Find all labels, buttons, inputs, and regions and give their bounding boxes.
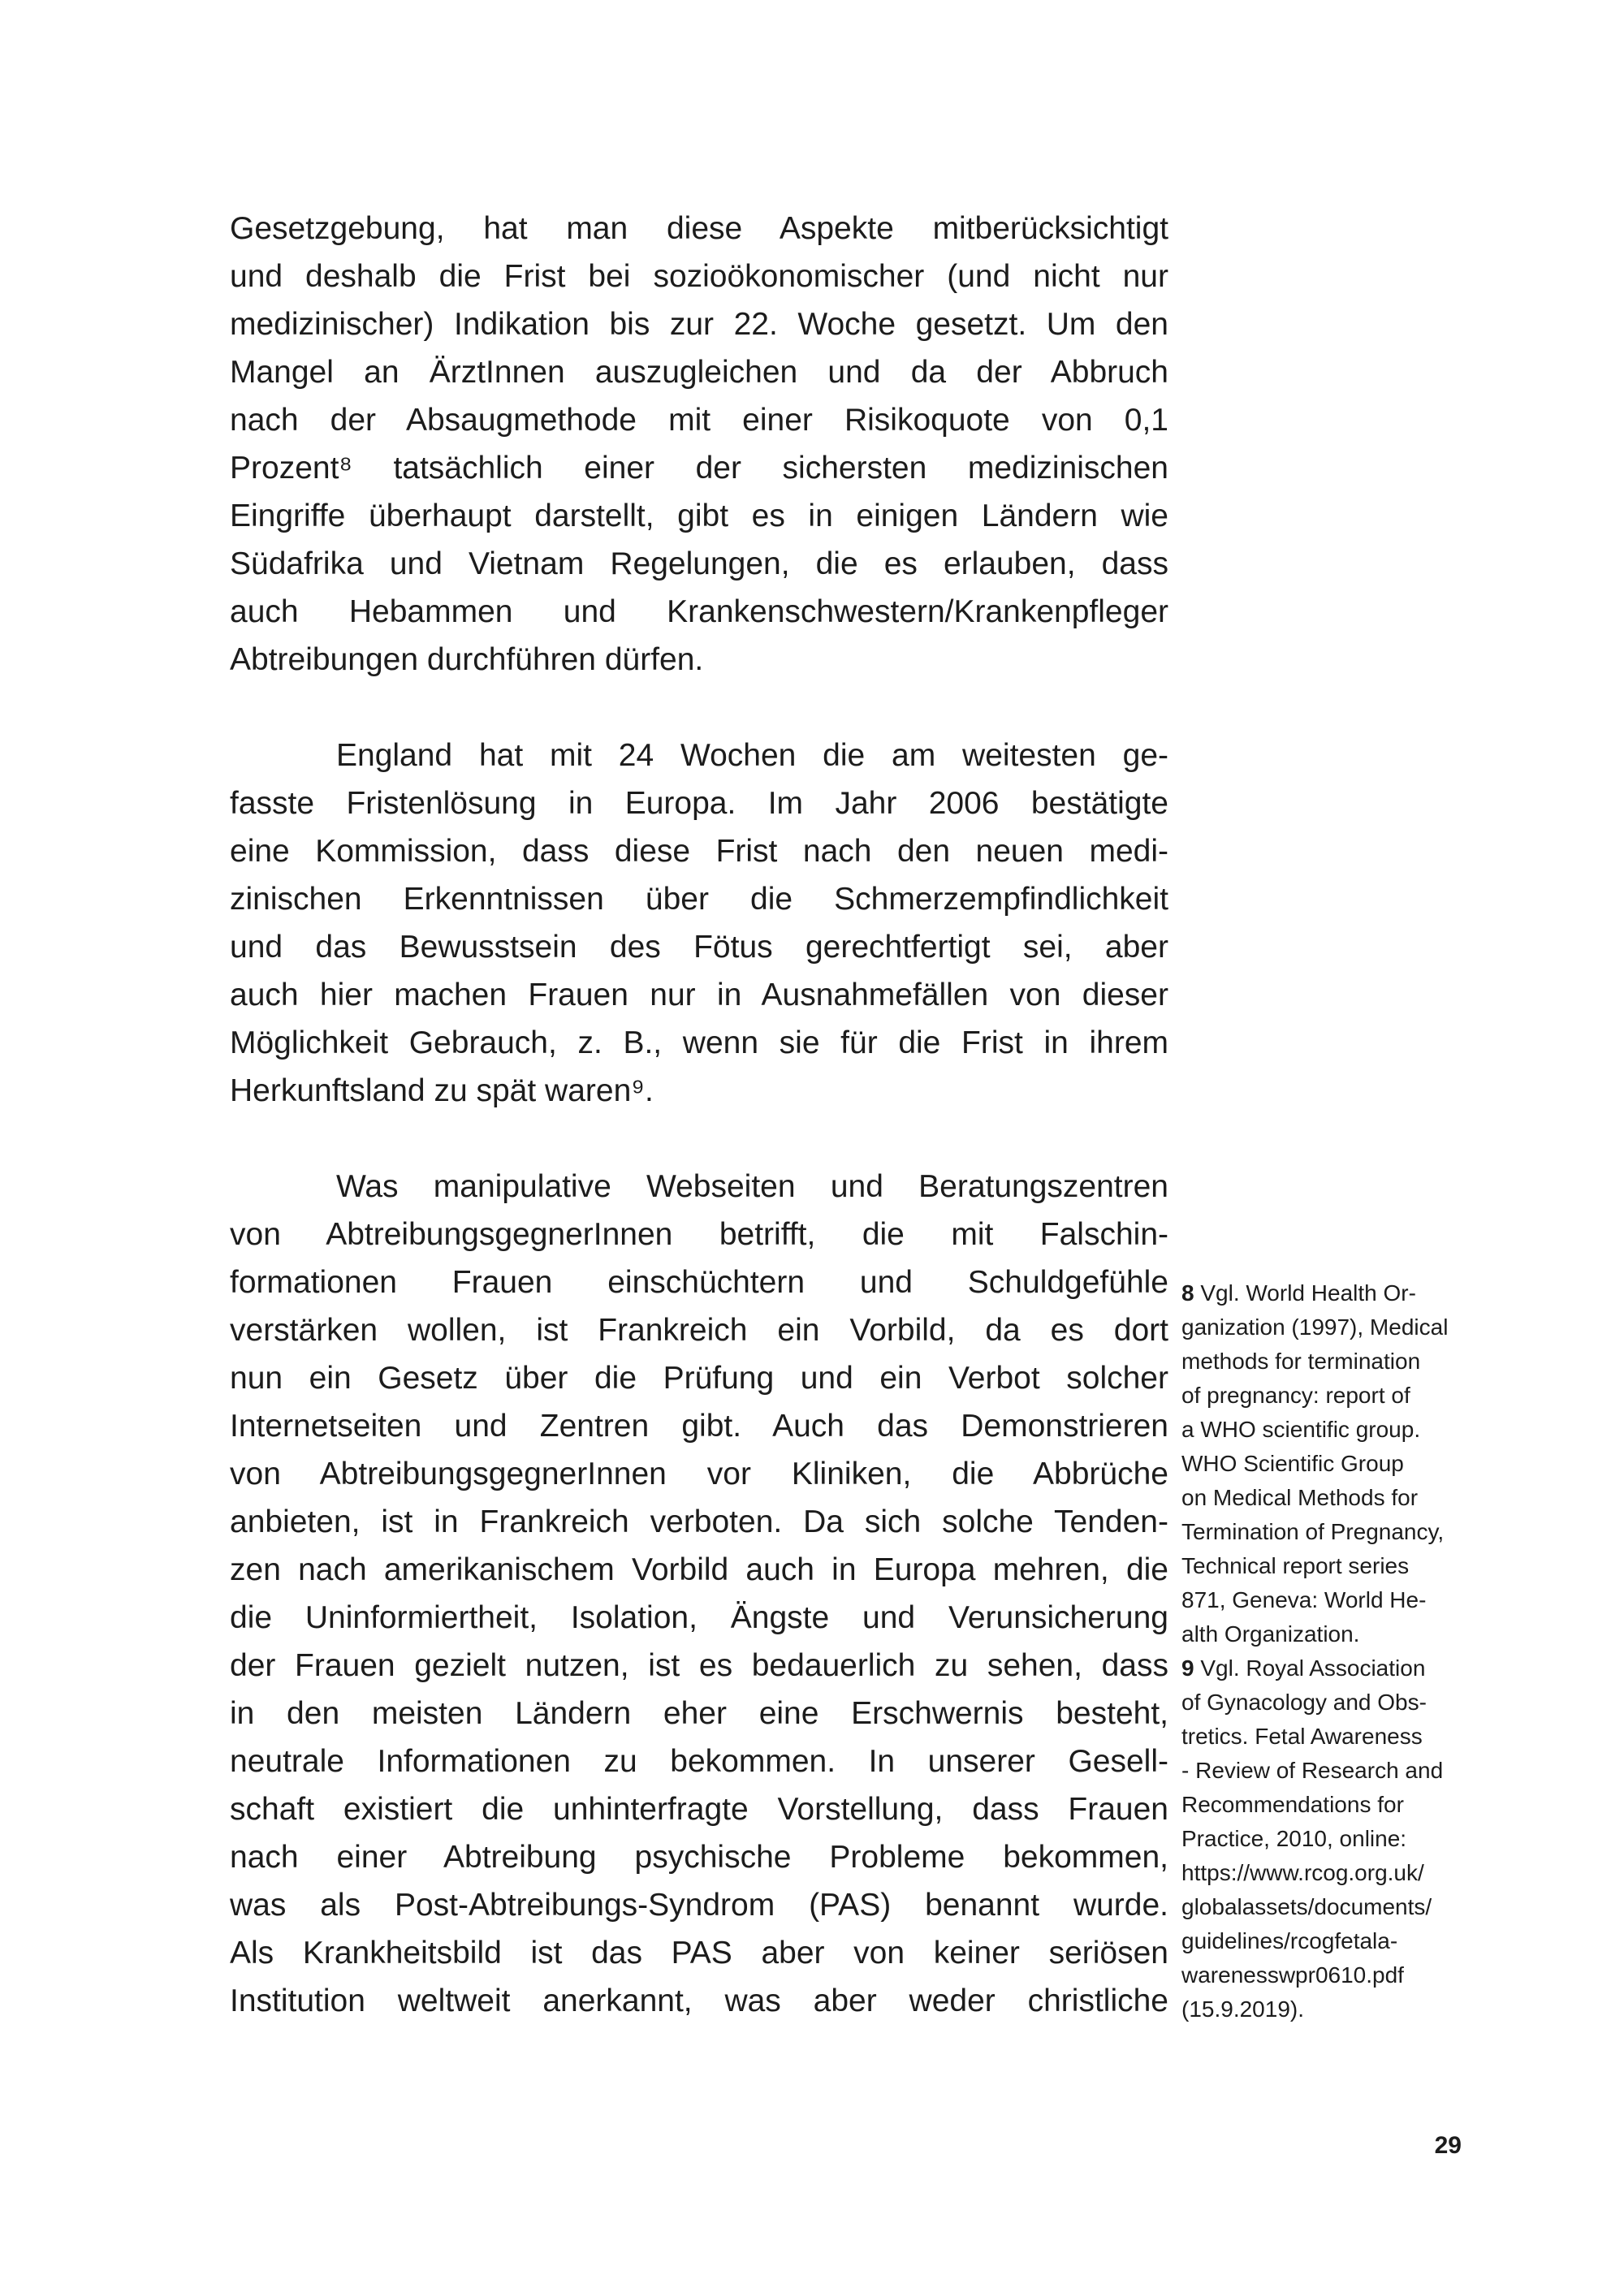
text-line: von AbtreibungsgegnerInnen betrifft, die mit Falschin- [230,1217,1168,1252]
text-line: in den meisten Ländern eher eine Erschwernis besteht, [230,1696,1168,1731]
text-line: neutrale Informationen zu bekommen. In unserer Gesell- [230,1744,1168,1779]
footnote-line: alth Organization. [1181,1621,1360,1647]
text-line: Als Krankheitsbild ist das PAS aber von keiner seriösen [230,1936,1168,1970]
footnote-line: ganization (1997), Medical [1181,1314,1449,1340]
text-line: verstärken wollen, ist Frankreich ein Vorbild, da es dort [230,1313,1168,1348]
footnote-line: https://www.rcog.org.uk/ [1181,1860,1424,1885]
text-line: anbieten, ist in Frankreich verboten. Da sich solche Tenden- [230,1504,1168,1539]
text-line: medizinischer) Indikation bis zur 22. Woche gesetzt. Um den [230,307,1168,342]
text-line: nach einer Abtreibung psychische Probleme bekommen, [230,1840,1168,1875]
footnote-number: 9 [1181,1655,1194,1681]
text-line: Gesetzgebung, hat man diese Aspekte mitberücksichtigt [230,211,1168,246]
text-line: von AbtreibungsgegnerInnen vor Kliniken, die Abbrüche [230,1457,1168,1491]
footnote-line: on Medical Methods for [1181,1485,1419,1510]
text-line: fasste Fristenlösung in Europa. Im Jahr 2006 bestätigte [230,786,1168,821]
footnote-line: 8 Vgl. World Health Or- [1181,1280,1416,1306]
text-line: Möglichkeit Gebrauch, z. B., wenn sie für die Frist in ihrem [230,1025,1168,1060]
text-line: Herkunftsland zu spät waren⁹. [230,1073,654,1108]
text-line: Prozent⁸ tatsächlich einer der sichersten medizinischen [230,451,1168,486]
footnote-line: a WHO scientific group. [1181,1417,1421,1442]
footnote-line: methods for termination [1181,1349,1421,1374]
text-line: Institution weltweit anerkannt, was aber weder christliche [230,1983,1168,2018]
footnote-line: Recommendations for [1181,1792,1404,1817]
footnote-line: globalassets/documents/ [1181,1894,1432,1919]
footnote-line: guidelines/rcogfetala- [1181,1928,1398,1953]
text-line: England hat mit 24 Wochen die am weitesten ge- [336,738,1168,773]
text-line: formationen Frauen einschüchtern und Schuldgefühle [230,1265,1168,1300]
paragraph-1 [230,205,1168,684]
footnote-line: of pregnancy: report of [1181,1383,1410,1408]
footnote-line: - Review of Research and [1181,1758,1444,1783]
footnote-line: tretics. Fetal Awareness [1181,1724,1423,1749]
footnote-line: Termination of Pregnancy, [1181,1519,1445,1544]
footnote-line: (15.9.2019). [1181,1996,1304,2022]
paragraph-3 [230,1163,1168,2025]
text-line: die Uninformiertheit, Isolation, Ängste und Verunsicherung [230,1600,1168,1635]
text-line: Mangel an ÄrztInnen auszugleichen und da der Abbruch [230,355,1168,390]
text-line: was als Post-Abtreibungs-Syndrom (PAS) benannt wurde. [230,1888,1168,1923]
text-line: Abtreibungen durchführen dürfen. [230,642,704,677]
footnote-8 [1181,1276,1502,1651]
text-line: Südafrika und Vietnam Regelungen, die es erlauben, dass [230,546,1168,581]
text-line: zen nach amerikanischem Vorbild auch in Europa mehren, die [230,1552,1168,1587]
footnote-9 [1181,1651,1502,2027]
footnote-line: Practice, 2010, online: [1181,1826,1407,1851]
text-line: schaft existiert die unhinterfragte Vorstellung, dass Frauen [230,1792,1168,1827]
text-line: Was manipulative Webseiten und Beratungszentren [336,1169,1168,1204]
text-line: Internetseiten und Zentren gibt. Auch das Demonstrieren [230,1409,1168,1444]
text-line: und deshalb die Frist bei sozioökonomischer (und nicht nur [230,259,1168,294]
page-number: 29 [1434,2132,1462,2159]
text-line: eine Kommission, dass diese Frist nach den neuen medi- [230,834,1168,869]
text-line: und das Bewusstsein des Fötus gerechtfertigt sei, aber [230,930,1168,965]
text-line: der Frauen gezielt nutzen, ist es bedauerlich zu sehen, dass [230,1648,1168,1683]
text-line: auch Hebammen und Krankenschwestern/Krankenpfleger [230,594,1168,629]
text-line: Eingriffe überhaupt darstellt, gibt es in einigen Ländern wie [230,499,1168,533]
footnote-line: WHO Scientific Group [1181,1451,1404,1476]
footnote-line: 871, Geneva: World He- [1181,1587,1427,1612]
text-line: zinischen Erkenntnissen über die Schmerzempfindlichkeit [230,882,1168,917]
body-text [230,205,1168,2025]
text-line: auch hier machen Frauen nur in Ausnahmefällen von dieser [230,978,1168,1012]
paragraph-2 [230,732,1168,1115]
footnote-line: warenesswpr0610.pdf [1181,1962,1404,1988]
text-line: nun ein Gesetz über die Prüfung und ein Verbot solcher [230,1361,1168,1396]
footnote-line: Technical report series [1181,1553,1410,1578]
text-line: nach der Absaugmethode mit einer Risikoquote von 0,1 [230,403,1168,438]
footnotes [1181,1276,1502,2027]
footnote-number: 8 [1181,1280,1194,1306]
footnote-line: of Gynacology and Obs- [1181,1690,1427,1715]
footnote-line: 9 Vgl. Royal Association [1181,1655,1426,1681]
